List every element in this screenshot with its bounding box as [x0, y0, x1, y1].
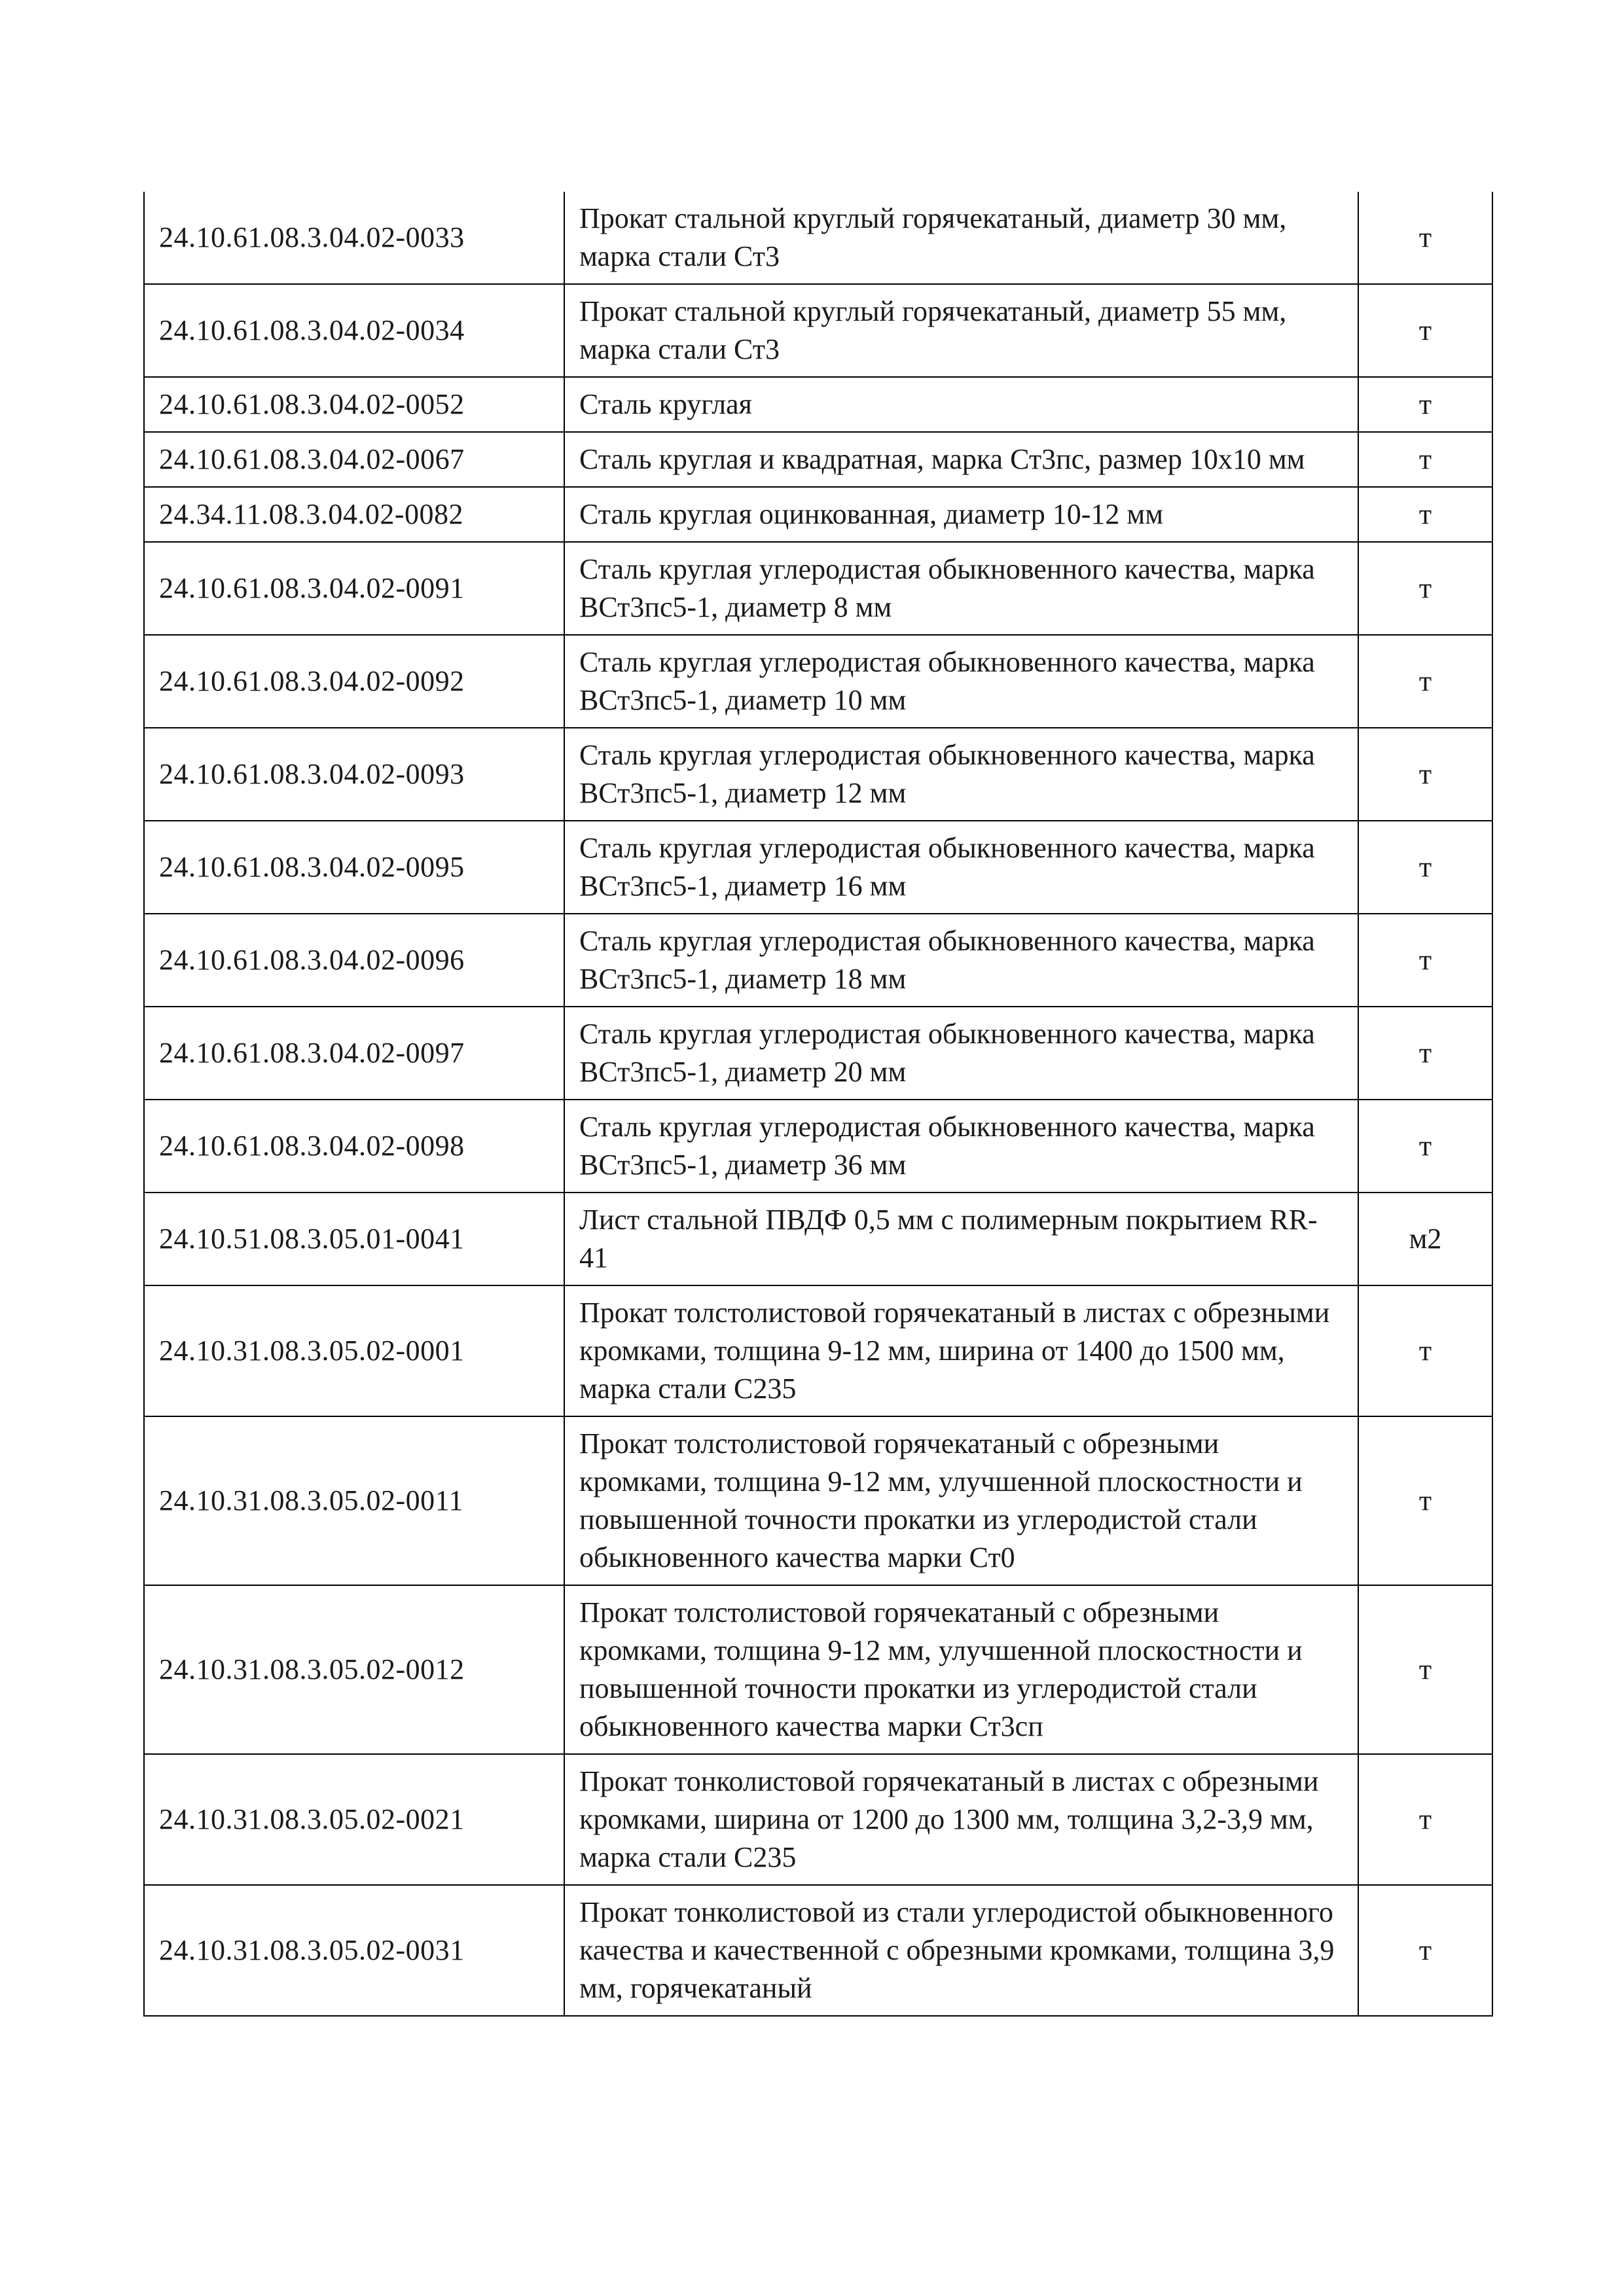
row-description: Прокат тонколистовой из стали углеродистой обыкновенного качества и качественной с обрезными кромками, толщина 3,9 мм, горячекатаный — [564, 1885, 1358, 2016]
materials-table-body — [144, 192, 1492, 2016]
row-unit: т — [1358, 432, 1492, 487]
table-row — [144, 1585, 1492, 1754]
table-row — [144, 1193, 1492, 1285]
table-row — [144, 542, 1492, 635]
row-code: 24.10.61.08.3.04.02-0092 — [144, 635, 564, 728]
row-description: Прокат толстолистовой горячекатаный с обрезными кромками, толщина 9-12 мм, улучшенной плоскостности и повышенной точности прокатки из углеродистой стали обыкновенного качества марки Ст3сп — [564, 1585, 1358, 1754]
row-code: 24.10.61.08.3.04.02-0091 — [144, 542, 564, 635]
table-row — [144, 821, 1492, 914]
row-unit: м2 — [1358, 1193, 1492, 1285]
row-description: Сталь круглая углеродистая обыкновенного качества, марка ВСт3пс5-1, диаметр 18 мм — [564, 914, 1358, 1007]
row-description: Прокат толстолистовой горячекатаный в листах с обрезными кромками, толщина 9-12 мм, ширина от 1400 до 1500 мм, марка стали С235 — [564, 1285, 1358, 1416]
row-code: 24.34.11.08.3.04.02-0082 — [144, 487, 564, 542]
row-description: Сталь круглая углеродистая обыкновенного качества, марка ВСт3пс5-1, диаметр 8 мм — [564, 542, 1358, 635]
row-code: 24.10.61.08.3.04.02-0097 — [144, 1007, 564, 1100]
table-row — [144, 377, 1492, 432]
row-code: 24.10.31.08.3.05.02-0021 — [144, 1754, 564, 1885]
row-code: 24.10.61.08.3.04.02-0034 — [144, 284, 564, 377]
table-row — [144, 914, 1492, 1007]
table-row — [144, 635, 1492, 728]
row-unit: т — [1358, 914, 1492, 1007]
row-unit: т — [1358, 487, 1492, 542]
row-description: Сталь круглая углеродистая обыкновенного качества, марка ВСт3пс5-1, диаметр 16 мм — [564, 821, 1358, 914]
table-row — [144, 192, 1492, 284]
row-unit: т — [1358, 284, 1492, 377]
table-row — [144, 1885, 1492, 2016]
row-unit: т — [1358, 1416, 1492, 1585]
table-row — [144, 1285, 1492, 1416]
row-description: Сталь круглая — [564, 377, 1358, 432]
table-row — [144, 1007, 1492, 1100]
table-row — [144, 284, 1492, 377]
row-unit: т — [1358, 192, 1492, 284]
row-code: 24.10.31.08.3.05.02-0012 — [144, 1585, 564, 1754]
row-code: 24.10.31.08.3.05.02-0031 — [144, 1885, 564, 2016]
row-unit: т — [1358, 1100, 1492, 1193]
row-code: 24.10.31.08.3.05.02-0001 — [144, 1285, 564, 1416]
row-description: Сталь круглая и квадратная, марка Ст3пс, размер 10x10 мм — [564, 432, 1358, 487]
row-unit: т — [1358, 1007, 1492, 1100]
row-code: 24.10.51.08.3.05.01-0041 — [144, 1193, 564, 1285]
row-code: 24.10.61.08.3.04.02-0033 — [144, 192, 564, 284]
row-unit: т — [1358, 542, 1492, 635]
materials-table — [143, 192, 1493, 2017]
row-description: Прокат стальной круглый горячекатаный, диаметр 55 мм, марка стали Ст3 — [564, 284, 1358, 377]
table-row — [144, 1100, 1492, 1193]
row-description: Лист стальной ПВДФ 0,5 мм с полимерным покрытием RR-41 — [564, 1193, 1358, 1285]
row-unit: т — [1358, 1754, 1492, 1885]
table-row — [144, 728, 1492, 821]
row-description: Прокат стальной круглый горячекатаный, диаметр 30 мм, марка стали Ст3 — [564, 192, 1358, 284]
row-unit: т — [1358, 821, 1492, 914]
row-code: 24.10.61.08.3.04.02-0052 — [144, 377, 564, 432]
row-unit: т — [1358, 1885, 1492, 2016]
table-row — [144, 1416, 1492, 1585]
row-code: 24.10.61.08.3.04.02-0095 — [144, 821, 564, 914]
row-unit: т — [1358, 635, 1492, 728]
row-unit: т — [1358, 728, 1492, 821]
row-unit: т — [1358, 1585, 1492, 1754]
row-description: Сталь круглая углеродистая обыкновенного качества, марка ВСт3пс5-1, диаметр 12 мм — [564, 728, 1358, 821]
row-description: Сталь круглая углеродистая обыкновенного качества, марка ВСт3пс5-1, диаметр 20 мм — [564, 1007, 1358, 1100]
row-description: Сталь круглая углеродистая обыкновенного качества, марка ВСт3пс5-1, диаметр 36 мм — [564, 1100, 1358, 1193]
row-code: 24.10.61.08.3.04.02-0096 — [144, 914, 564, 1007]
row-unit: т — [1358, 377, 1492, 432]
row-code: 24.10.61.08.3.04.02-0093 — [144, 728, 564, 821]
row-code: 24.10.61.08.3.04.02-0067 — [144, 432, 564, 487]
table-row — [144, 487, 1492, 542]
row-description: Прокат тонколистовой горячекатаный в листах с обрезными кромками, ширина от 1200 до 1300 мм, толщина 3,2-3,9 мм, марка стали С235 — [564, 1754, 1358, 1885]
row-unit: т — [1358, 1285, 1492, 1416]
row-code: 24.10.31.08.3.05.02-0011 — [144, 1416, 564, 1585]
table-row — [144, 1754, 1492, 1885]
row-description: Сталь круглая углеродистая обыкновенного качества, марка ВСт3пс5-1, диаметр 10 мм — [564, 635, 1358, 728]
row-code: 24.10.61.08.3.04.02-0098 — [144, 1100, 564, 1193]
row-description: Сталь круглая оцинкованная, диаметр 10-12 мм — [564, 487, 1358, 542]
table-row — [144, 432, 1492, 487]
row-description: Прокат толстолистовой горячекатаный с обрезными кромками, толщина 9-12 мм, улучшенной плоскостности и повышенной точности прокатки из углеродистой стали обыкновенного качества марки Ст0 — [564, 1416, 1358, 1585]
